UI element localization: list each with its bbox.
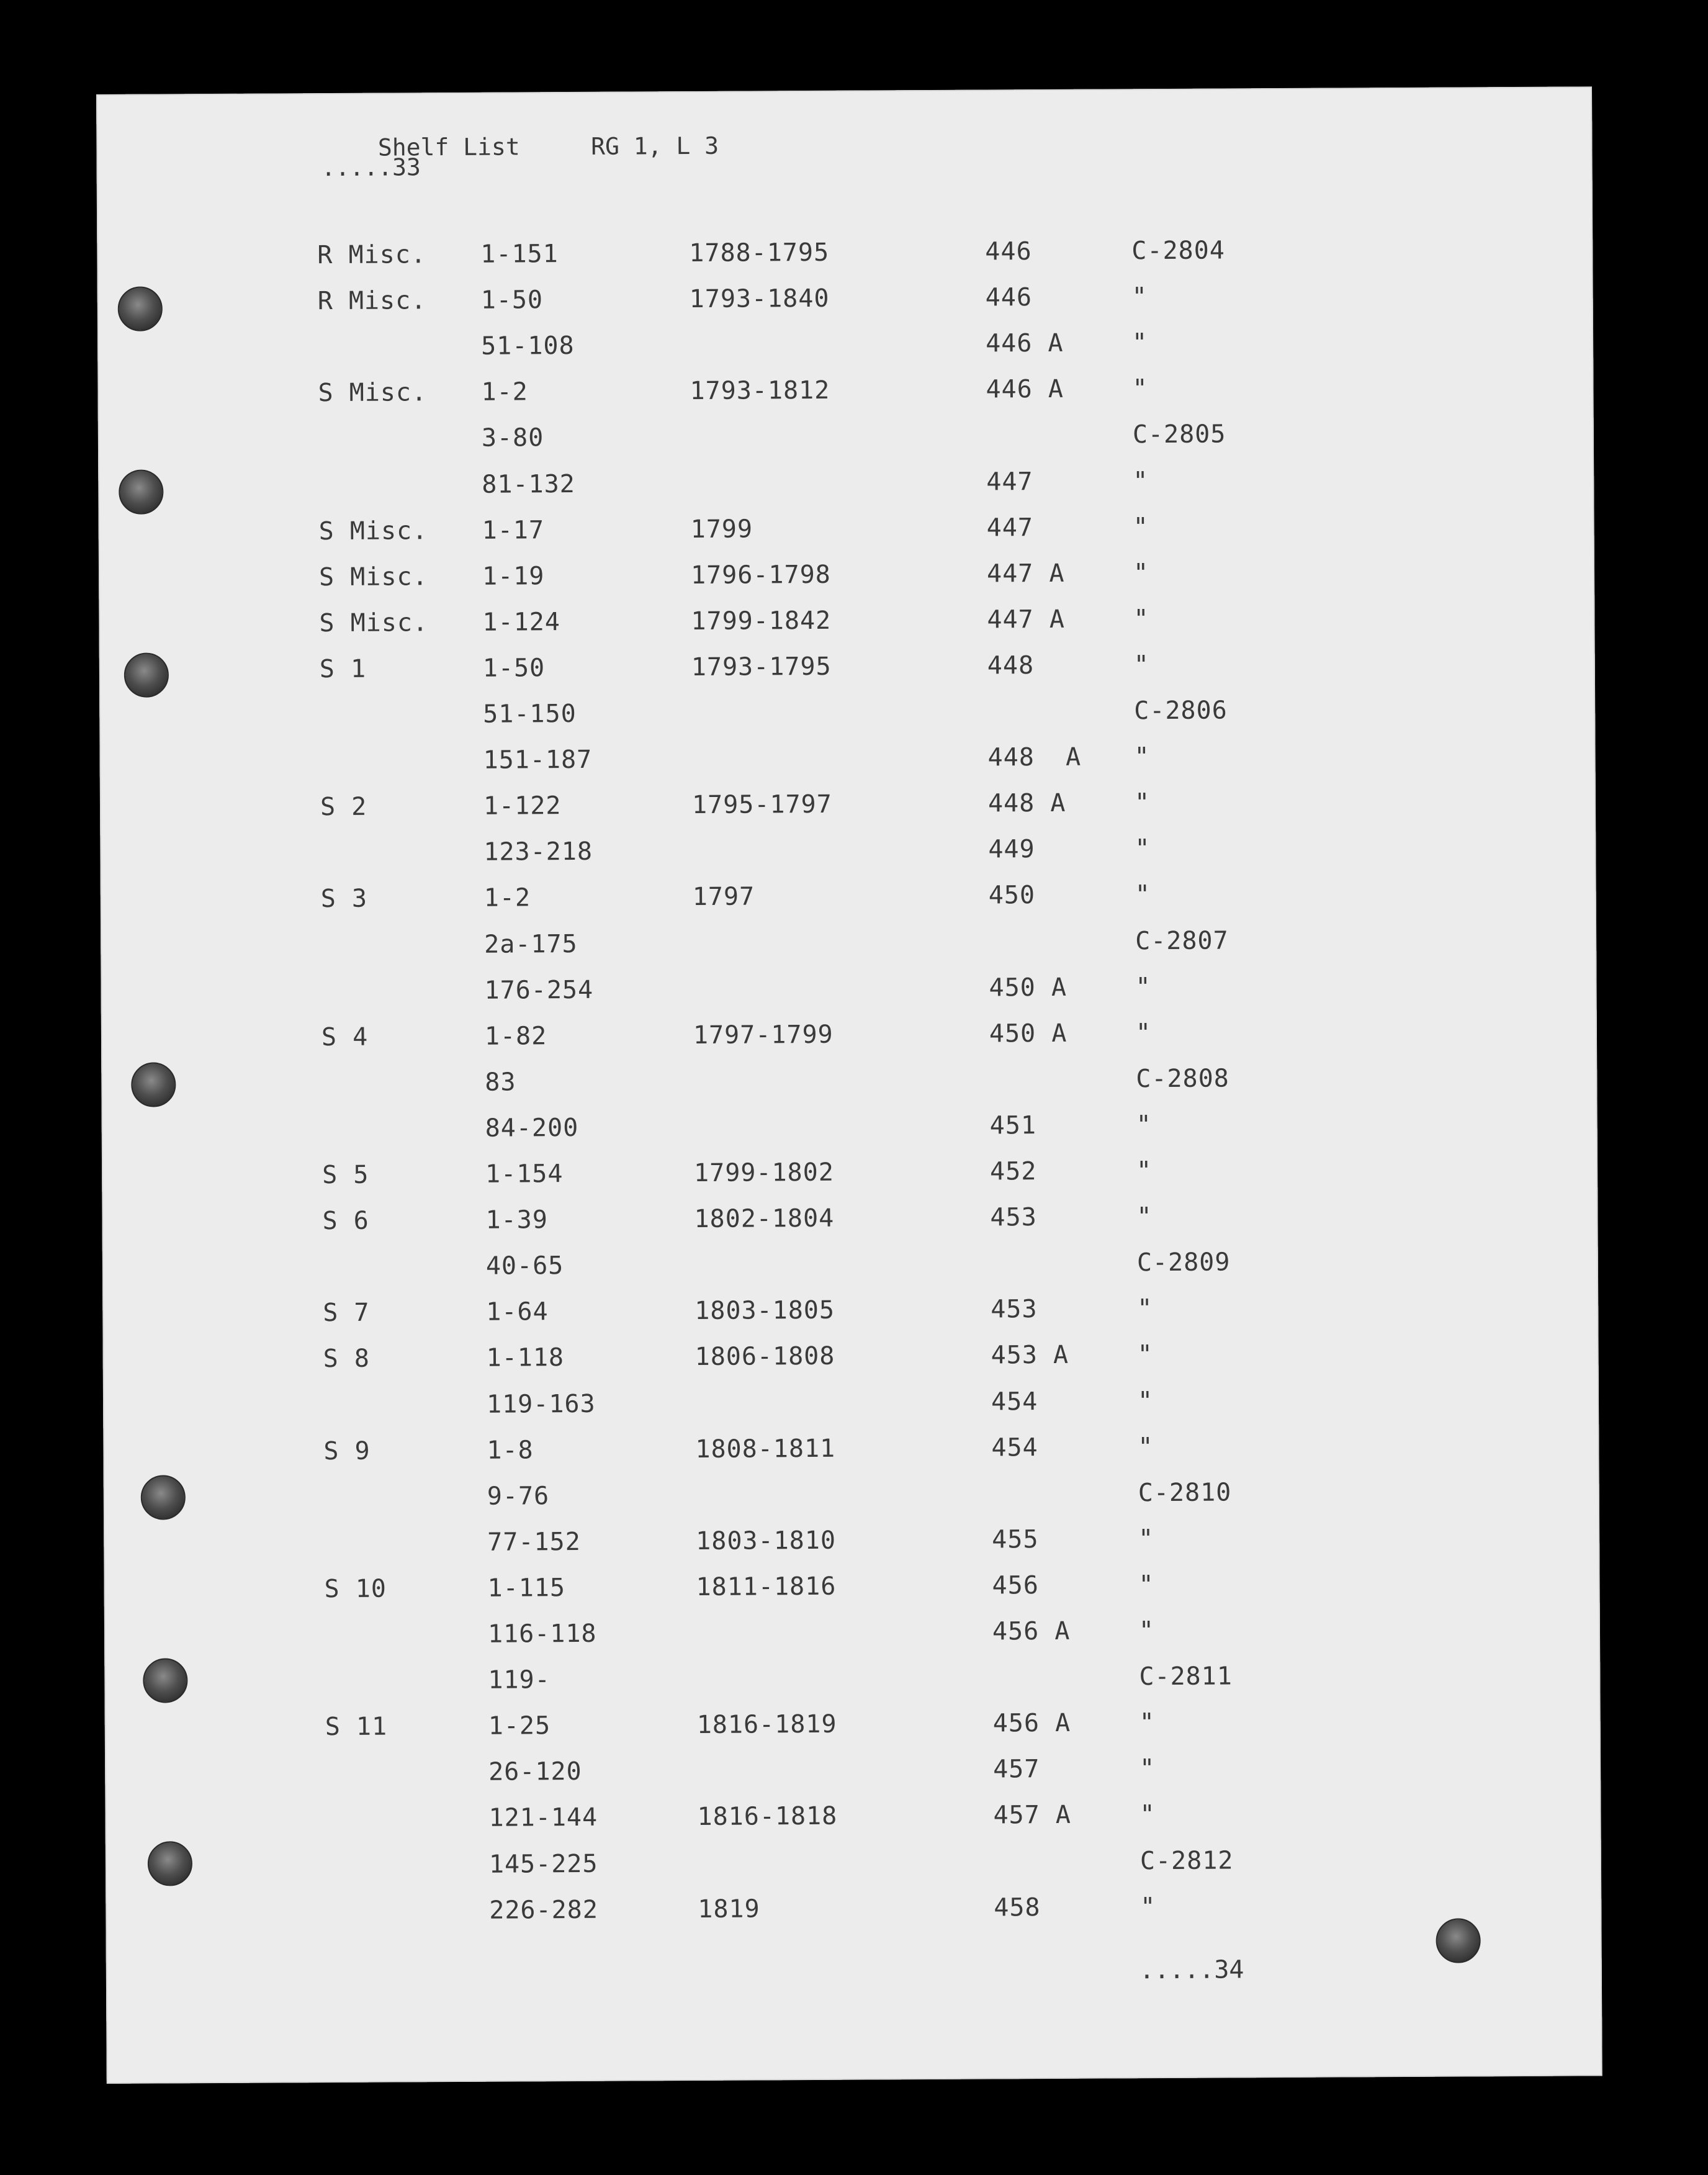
cell-range: 1-19 (482, 561, 545, 591)
cell-box: 447 A (987, 605, 1065, 634)
cell-range: 1-25 (488, 1711, 551, 1740)
cell-series: S 6 (322, 1206, 369, 1236)
table-row (97, 326, 1587, 381)
cell-reel: " (1133, 604, 1149, 634)
table-row (97, 372, 1587, 426)
cell-dates: 1808-1811 (695, 1434, 836, 1464)
cell-dates: 1802-1804 (694, 1204, 835, 1234)
table-row (97, 234, 1586, 288)
table-row (105, 1752, 1594, 1806)
cell-reel: " (1137, 1386, 1154, 1415)
table-row (98, 418, 1588, 472)
cell-reel: " (1136, 1156, 1153, 1186)
cell-dates: 1793-1840 (689, 284, 830, 314)
table-row (103, 1338, 1593, 1392)
cell-reel: " (1135, 972, 1151, 1001)
cell-box: 448 A (987, 789, 1066, 818)
cell-box: 458 (994, 1893, 1041, 1922)
cell-range: 1-115 (487, 1573, 566, 1603)
cell-box: 448 (987, 651, 1035, 680)
table-row (102, 1108, 1591, 1162)
cell-reel: " (1137, 1294, 1153, 1323)
cell-reel: C-2809 (1136, 1248, 1231, 1277)
cell-dates: 1816-1818 (697, 1802, 838, 1832)
cell-reel: " (1136, 1202, 1153, 1232)
cell-range: 116-118 (487, 1619, 597, 1649)
cell-series: S Misc. (318, 562, 428, 592)
cell-range: 84-200 (485, 1113, 579, 1143)
cell-range: 1-50 (480, 286, 544, 315)
cell-reel: C-2810 (1138, 1478, 1232, 1507)
cell-range: 26-120 (488, 1757, 582, 1787)
table-row (99, 510, 1588, 564)
cell-box: 453 A (991, 1341, 1069, 1370)
cell-range: 119-163 (486, 1389, 596, 1419)
cell-range: 1-122 (483, 791, 562, 821)
cell-reel: C-2804 (1131, 236, 1225, 266)
table-row (100, 786, 1589, 840)
cell-series: S 9 (323, 1436, 371, 1466)
cell-range: 81-132 (482, 469, 575, 499)
table-row (104, 1568, 1593, 1622)
cell-series: S 3 (320, 885, 368, 914)
cell-box: 448 A (987, 742, 1082, 772)
cell-box: 454 (991, 1433, 1038, 1462)
cell-reel: " (1135, 880, 1151, 909)
cell-box: 457 (993, 1755, 1040, 1784)
cell-range: 121-144 (488, 1803, 598, 1833)
cell-range: 1-39 (485, 1205, 548, 1235)
document-page (96, 86, 1602, 2084)
cell-reel: " (1132, 374, 1148, 403)
table-row (101, 1016, 1591, 1070)
cell-reel: " (1139, 1708, 1155, 1737)
cell-range: 123-218 (483, 837, 593, 867)
cell-reel: " (1134, 788, 1151, 817)
cell-reel: " (1134, 742, 1150, 772)
cell-box: 446 (985, 283, 1033, 312)
page-title: Shelf List (377, 133, 520, 161)
table-row (103, 1430, 1593, 1484)
cell-box: 456 A (992, 1616, 1071, 1646)
cell-range: 1-50 (482, 654, 546, 683)
cell-box: 453 (991, 1295, 1038, 1324)
table-row (102, 1292, 1592, 1346)
table-row (99, 602, 1588, 656)
cell-dates: 1799 (690, 515, 753, 544)
cell-series: S 5 (322, 1160, 369, 1190)
cell-dates: 1811-1816 (696, 1572, 837, 1601)
cell-box: 446 (985, 237, 1032, 266)
cell-reel: C-2808 (1136, 1064, 1229, 1094)
cell-reel: " (1137, 1340, 1153, 1369)
cell-dates: 1793-1795 (691, 652, 832, 682)
cell-series: S 8 (323, 1344, 371, 1374)
cell-series: S 2 (320, 792, 367, 822)
cell-dates: 1806-1808 (694, 1342, 835, 1372)
cell-dates: 1797-1799 (693, 1020, 834, 1050)
cell-box: 453 (990, 1203, 1037, 1232)
cell-reel: C-2807 (1135, 925, 1229, 955)
cell-range: 1-17 (482, 515, 545, 545)
table-row (104, 1660, 1594, 1714)
cell-box: 446 A (986, 375, 1064, 404)
cell-range: 119- (488, 1665, 551, 1695)
cell-reel: " (1131, 282, 1148, 312)
cell-dates: 1793-1812 (690, 376, 830, 406)
cell-box: 456 (992, 1570, 1039, 1600)
table-row (101, 1062, 1591, 1116)
table-row (105, 1798, 1594, 1852)
cell-reel: " (1138, 1524, 1154, 1554)
cell-range: 40-65 (485, 1251, 564, 1281)
table-row (101, 924, 1590, 978)
table-row (102, 1154, 1591, 1208)
cell-box: 447 (986, 467, 1033, 496)
cell-range: 145-225 (488, 1849, 598, 1879)
table-row (104, 1476, 1593, 1530)
cell-range: 1-118 (486, 1343, 565, 1373)
table-row (99, 648, 1589, 702)
table-row (104, 1614, 1594, 1668)
cell-dates: 1795-1797 (691, 790, 832, 820)
cell-reel: C-2811 (1139, 1662, 1233, 1691)
cell-range: 1-82 (484, 1021, 547, 1051)
cell-range: 1-64 (486, 1297, 549, 1327)
cell-reel: " (1140, 1892, 1156, 1921)
table-row (97, 281, 1587, 335)
continued-to: .....34 (1139, 1955, 1244, 1985)
cell-series: S 11 (325, 1712, 388, 1742)
table-row (104, 1522, 1593, 1576)
table-row (102, 1200, 1591, 1254)
cell-reel: " (1138, 1616, 1155, 1646)
cell-reel: " (1133, 466, 1149, 495)
cell-range: 3-80 (481, 423, 544, 453)
continued-from: .....33 (321, 153, 421, 182)
cell-reel: " (1138, 1570, 1154, 1600)
table-row (100, 832, 1589, 886)
cell-reel: C-2812 (1139, 1845, 1234, 1875)
cell-dates: 1799-1802 (693, 1158, 834, 1187)
cell-box: 457 A (993, 1801, 1072, 1830)
cell-reel: " (1133, 558, 1149, 587)
table-row (103, 1384, 1593, 1438)
cell-range: 9-76 (487, 1481, 550, 1511)
cell-range: 51-150 (483, 699, 577, 729)
cell-series: S 1 (319, 654, 367, 684)
cell-box: 454 (991, 1387, 1038, 1416)
table-row (101, 878, 1590, 932)
cell-dates: 1803-1810 (696, 1526, 837, 1556)
cell-dates: 1799-1842 (691, 606, 832, 636)
table-row (105, 1706, 1594, 1760)
cell-box: 447 A (986, 559, 1065, 588)
cell-range: 1-2 (483, 883, 531, 913)
table-row (99, 694, 1589, 748)
cell-box: 450 A (989, 973, 1068, 1002)
cell-dates: 1796-1798 (690, 560, 831, 590)
cell-range: 83 (485, 1068, 516, 1097)
cell-dates: 1788-1795 (689, 238, 830, 268)
table-row (100, 741, 1589, 795)
cell-series: S 7 (323, 1299, 370, 1328)
cell-reel: " (1133, 651, 1150, 680)
cell-reel: " (1135, 834, 1151, 863)
cell-series: S Misc. (319, 608, 429, 637)
cell-reel: C-2806 (1134, 696, 1228, 726)
cell-range: 226-282 (489, 1895, 599, 1925)
cell-dates: 1797 (692, 882, 755, 912)
cell-box: 451 (989, 1110, 1037, 1140)
cell-box: 447 (986, 513, 1034, 543)
cell-reel: " (1133, 512, 1149, 541)
cell-range: 1-8 (487, 1435, 534, 1465)
cell-series: R Misc. (317, 240, 427, 270)
cell-box: 450 (988, 881, 1036, 910)
cell-box: 452 (989, 1157, 1037, 1186)
cell-range: 1-151 (480, 240, 559, 269)
cell-box: 456 A (992, 1709, 1071, 1738)
cell-reel: C-2805 (1132, 420, 1226, 449)
cell-box: 446 A (986, 329, 1064, 358)
table-row (98, 464, 1588, 518)
table-row (101, 970, 1590, 1024)
record-group: RG 1, L 3 (591, 132, 719, 160)
cell-box: 455 (992, 1524, 1039, 1554)
cell-range: 176-254 (484, 975, 594, 1005)
cell-range: 151-187 (483, 745, 593, 775)
cell-box: 449 (988, 835, 1035, 864)
cell-series: S 4 (321, 1022, 369, 1051)
cell-range: 1-154 (485, 1160, 564, 1189)
cell-series: S Misc. (318, 516, 428, 546)
cell-range: 1-2 (481, 377, 528, 407)
table-row (106, 1844, 1595, 1898)
cell-reel: " (1138, 1432, 1154, 1461)
cell-series: S Misc. (318, 378, 428, 408)
table-row (102, 1246, 1592, 1300)
cell-reel: " (1139, 1800, 1156, 1829)
cell-dates: 1803-1805 (694, 1296, 835, 1326)
table-row (99, 556, 1588, 610)
table-row (106, 1890, 1595, 1944)
cell-series: S 10 (324, 1574, 387, 1603)
cell-reel: " (1136, 1110, 1152, 1140)
cell-range: 51-108 (481, 331, 575, 361)
cell-dates: 1819 (698, 1894, 760, 1924)
cell-box: 450 A (989, 1019, 1068, 1048)
cell-reel: " (1139, 1754, 1156, 1783)
cell-range: 1-124 (482, 607, 561, 637)
cell-range: 2a-175 (484, 929, 578, 959)
cell-reel: " (1135, 1018, 1152, 1047)
cell-dates: 1816-1819 (696, 1709, 837, 1740)
cell-range: 77-152 (487, 1527, 581, 1557)
cell-reel: " (1131, 328, 1148, 358)
cell-series: R Misc. (317, 286, 427, 316)
